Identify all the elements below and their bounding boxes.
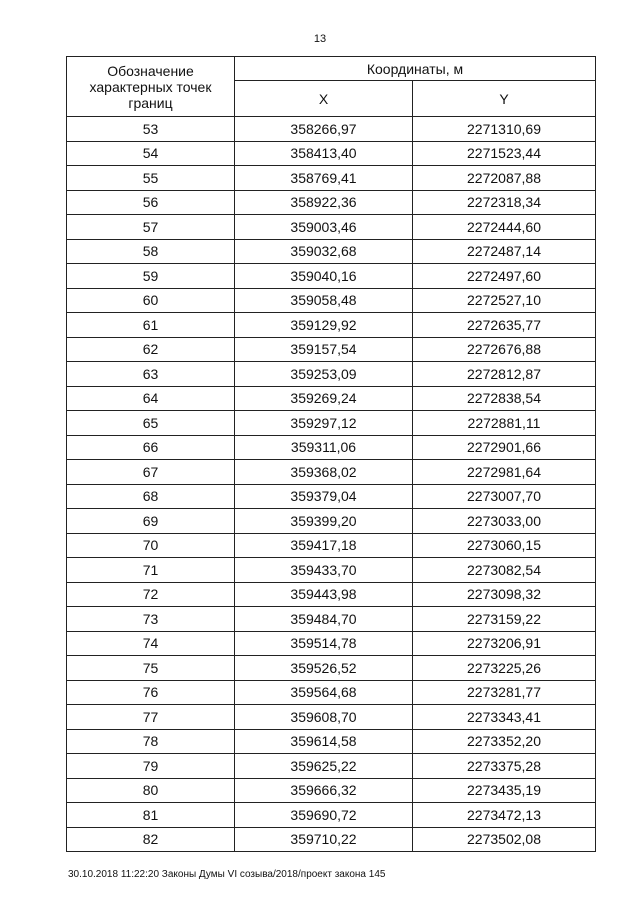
y-cell: 2273082,54 [413, 558, 596, 583]
table-row [67, 190, 596, 215]
x-cell: 358769,41 [235, 166, 413, 191]
table-row [67, 386, 596, 411]
x-cell: 359484,70 [235, 607, 413, 632]
point-cell: 60 [67, 288, 235, 313]
x-cell: 359690,72 [235, 803, 413, 828]
table-row [67, 337, 596, 362]
table-row [67, 460, 596, 485]
table-body [67, 117, 596, 852]
y-cell: 2273060,15 [413, 533, 596, 558]
x-cell: 358922,36 [235, 190, 413, 215]
table-row [67, 313, 596, 338]
point-cell: 67 [67, 460, 235, 485]
table-row [67, 827, 596, 852]
point-cell: 79 [67, 754, 235, 779]
point-cell: 58 [67, 239, 235, 264]
y-cell: 2273159,22 [413, 607, 596, 632]
x-cell: 359526,52 [235, 656, 413, 681]
table-row [67, 264, 596, 289]
point-cell: 70 [67, 533, 235, 558]
point-label-line1: Обозначение [107, 62, 194, 79]
y-cell: 2272881,11 [413, 411, 596, 436]
x-cell: 359040,16 [235, 264, 413, 289]
table-row [67, 239, 596, 264]
x-cell: 359417,18 [235, 533, 413, 558]
coordinates-header: Координаты, м [235, 57, 596, 81]
y-cell: 2273352,20 [413, 729, 596, 754]
y-cell: 2272318,34 [413, 190, 596, 215]
y-cell: 2273343,41 [413, 705, 596, 730]
point-cell: 71 [67, 558, 235, 583]
coordinates-table [66, 56, 596, 852]
table-row [67, 705, 596, 730]
x-cell: 359443,98 [235, 582, 413, 607]
x-header: X [235, 81, 413, 117]
table-row [67, 803, 596, 828]
y-header: Y [413, 81, 596, 117]
point-cell: 53 [67, 117, 235, 142]
y-cell: 2272497,60 [413, 264, 596, 289]
point-cell: 59 [67, 264, 235, 289]
table-row [67, 582, 596, 607]
x-cell: 359003,46 [235, 215, 413, 240]
point-cell: 74 [67, 631, 235, 656]
point-cell: 81 [67, 803, 235, 828]
page-number: 13 [313, 33, 327, 45]
table-row [67, 166, 596, 191]
point-cell: 69 [67, 509, 235, 534]
y-cell: 2271523,44 [413, 141, 596, 166]
point-cell: 75 [67, 656, 235, 681]
x-cell: 359368,02 [235, 460, 413, 485]
point-cell: 61 [67, 313, 235, 338]
x-cell: 358266,97 [235, 117, 413, 142]
table-row [67, 435, 596, 460]
y-cell: 2272527,10 [413, 288, 596, 313]
y-cell: 2272087,88 [413, 166, 596, 191]
point-cell: 80 [67, 778, 235, 803]
y-cell: 2272901,66 [413, 435, 596, 460]
x-cell: 359666,32 [235, 778, 413, 803]
point-cell: 72 [67, 582, 235, 607]
point-cell: 65 [67, 411, 235, 436]
x-cell: 359433,70 [235, 558, 413, 583]
table-row [67, 215, 596, 240]
y-cell: 2272635,77 [413, 313, 596, 338]
point-cell: 62 [67, 337, 235, 362]
point-label-line3: границ [128, 94, 173, 111]
y-cell: 2273375,28 [413, 754, 596, 779]
x-cell: 359058,48 [235, 288, 413, 313]
x-cell: 359253,09 [235, 362, 413, 387]
point-label-header [67, 57, 235, 117]
y-cell: 2273435,19 [413, 778, 596, 803]
x-cell: 359710,22 [235, 827, 413, 852]
point-cell: 55 [67, 166, 235, 191]
y-cell: 2273206,91 [413, 631, 596, 656]
y-cell: 2273472,13 [413, 803, 596, 828]
x-cell: 359269,24 [235, 386, 413, 411]
point-cell: 73 [67, 607, 235, 632]
x-cell: 359625,22 [235, 754, 413, 779]
point-cell: 68 [67, 484, 235, 509]
table-row [67, 117, 596, 142]
y-cell: 2272444,60 [413, 215, 596, 240]
y-cell: 2273225,26 [413, 656, 596, 681]
x-cell: 359379,04 [235, 484, 413, 509]
table-header [67, 57, 596, 117]
x-cell: 359032,68 [235, 239, 413, 264]
point-cell: 82 [67, 827, 235, 852]
point-cell: 76 [67, 680, 235, 705]
x-cell: 358413,40 [235, 141, 413, 166]
footer-text: 30.10.2018 11:22:20 Законы Думы VI созыва/2018/проект закона 145 [68, 869, 386, 880]
table-row [67, 631, 596, 656]
table-row [67, 558, 596, 583]
point-cell: 78 [67, 729, 235, 754]
table-row [67, 729, 596, 754]
x-cell: 359608,70 [235, 705, 413, 730]
y-cell: 2272981,64 [413, 460, 596, 485]
table-row [67, 533, 596, 558]
y-cell: 2272487,14 [413, 239, 596, 264]
point-cell: 56 [67, 190, 235, 215]
table-row [67, 754, 596, 779]
y-cell: 2272838,54 [413, 386, 596, 411]
y-cell: 2272676,88 [413, 337, 596, 362]
table-row [67, 607, 596, 632]
x-cell: 359129,92 [235, 313, 413, 338]
table-row [67, 362, 596, 387]
point-cell: 64 [67, 386, 235, 411]
point-cell: 66 [67, 435, 235, 460]
table-row [67, 484, 596, 509]
point-cell: 63 [67, 362, 235, 387]
x-cell: 359564,68 [235, 680, 413, 705]
table-row [67, 778, 596, 803]
table-row [67, 141, 596, 166]
y-cell: 2273007,70 [413, 484, 596, 509]
y-cell: 2272812,87 [413, 362, 596, 387]
y-cell: 2273033,00 [413, 509, 596, 534]
x-cell: 359157,54 [235, 337, 413, 362]
table-row [67, 288, 596, 313]
y-cell: 2271310,69 [413, 117, 596, 142]
x-cell: 359399,20 [235, 509, 413, 534]
x-cell: 359514,78 [235, 631, 413, 656]
y-cell: 2273281,77 [413, 680, 596, 705]
y-cell: 2273098,32 [413, 582, 596, 607]
table-row [67, 656, 596, 681]
point-label-line2: характерных точек [89, 78, 212, 95]
point-cell: 77 [67, 705, 235, 730]
x-cell: 359297,12 [235, 411, 413, 436]
table-row [67, 509, 596, 534]
point-cell: 54 [67, 141, 235, 166]
point-cell: 57 [67, 215, 235, 240]
y-cell: 2273502,08 [413, 827, 596, 852]
x-cell: 359311,06 [235, 435, 413, 460]
x-cell: 359614,58 [235, 729, 413, 754]
table-row [67, 680, 596, 705]
table-row [67, 411, 596, 436]
